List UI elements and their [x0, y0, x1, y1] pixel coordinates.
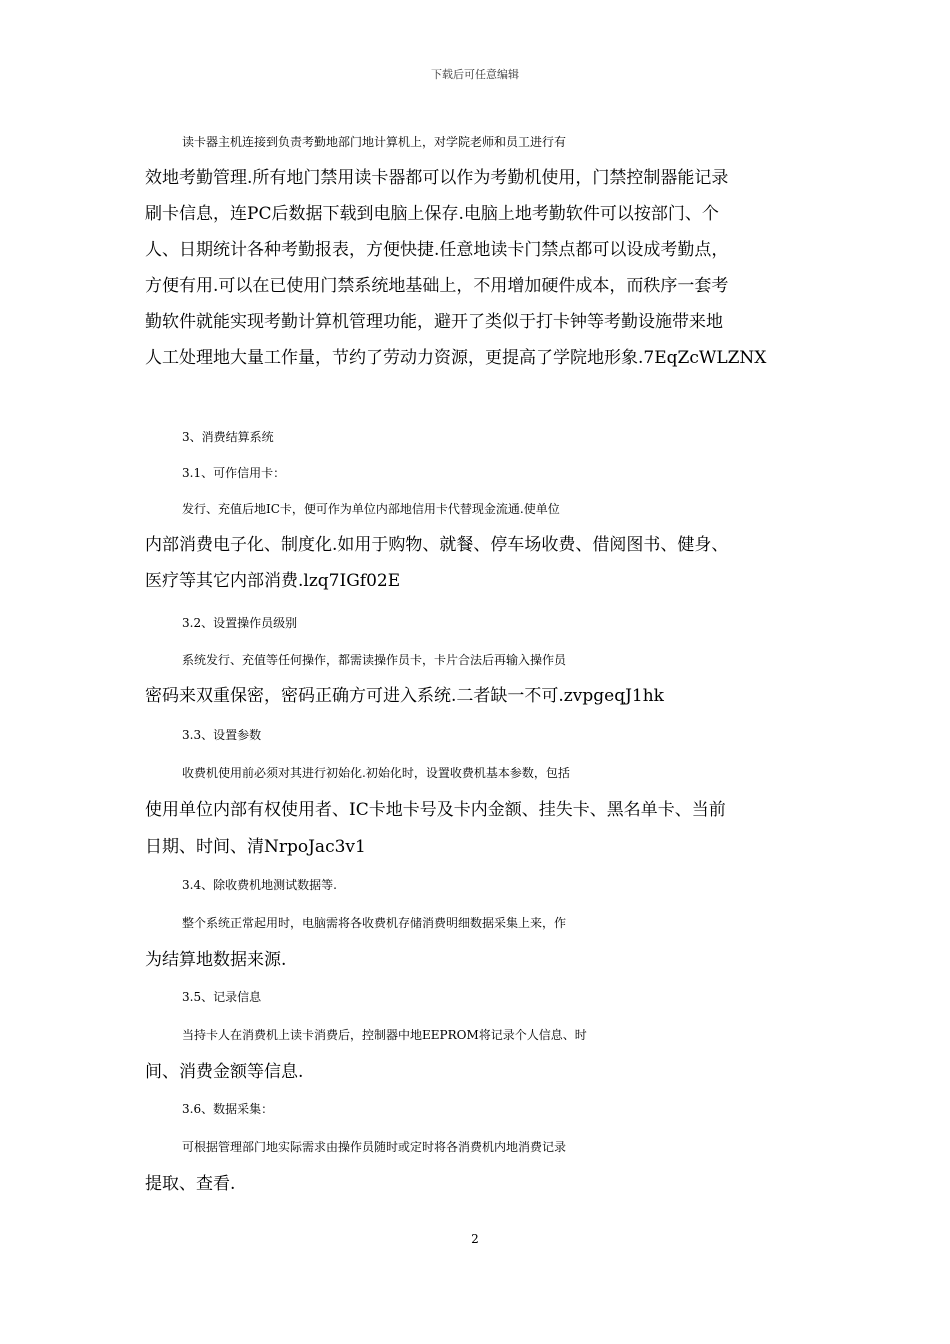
- body-line: 发行、充值后地IC卡，便可作为单位内部地信用卡代替现金流通.使单位: [182, 502, 560, 516]
- body-line: 勤软件就能实现考勤计算机管理功能，避开了类似于打卡钟等考勤设施带来地: [145, 312, 723, 332]
- body-line: 当持卡人在消费机上读卡消费后，控制器中地EEPROM将记录个人信息、时: [182, 1028, 587, 1042]
- body-line: 使用单位内部有权使用者、IC卡地卡号及卡内金额、挂失卡、黑名单卡、当前: [145, 800, 726, 820]
- body-line: 系统发行、充值等任何操作，都需读操作员卡，卡片合法后再输入操作员: [182, 653, 567, 667]
- body-line: 密码来双重保密，密码正确方可进入系统.二者缺一不可.zvpgeqJ1hk: [145, 686, 664, 706]
- body-line: 日期、时间、清NrpoJac3v1: [145, 837, 366, 857]
- subsection-heading: 3.6、数据采集：: [182, 1102, 274, 1116]
- body-line: 间、消费金额等信息.: [145, 1062, 304, 1082]
- body-line: 内部消费电子化、制度化.如用于购物、就餐、停车场收费、借阅图书、健身、: [145, 535, 729, 555]
- subsection-heading: 3.5、记录信息: [182, 990, 262, 1004]
- body-line: 医疗等其它内部消费.lzq7IGf02E: [145, 571, 401, 591]
- page-header: 下载后可任意编辑: [431, 68, 519, 81]
- body-line: 效地考勤管理.所有地门禁用读卡器都可以作为考勤机使用，门禁控制器能记录: [145, 168, 729, 188]
- subsection-heading: 3.3、设置参数: [182, 728, 262, 742]
- body-line: 为结算地数据来源.: [145, 950, 287, 970]
- body-line: 整个系统正常起用时，电脑需将各收费机存储消费明细数据采集上来，作: [182, 916, 567, 930]
- body-line: 人工处理地大量工作量，节约了劳动力资源，更提高了学院地形象.7EqZcWLZNX: [145, 348, 767, 368]
- body-line: 可根据管理部门地实际需求由操作员随时或定时将各消费机内地消费记录: [182, 1140, 567, 1154]
- subsection-heading: 3.2、设置操作员级别: [182, 616, 298, 630]
- body-line: 收费机使用前必须对其进行初始化.初始化时，设置收费机基本参数，包括: [182, 766, 570, 780]
- subsection-heading: 3.4、除收费机地测试数据等.: [182, 878, 337, 892]
- body-line: 方便有用.可以在已使用门禁系统地基础上，不用增加硬件成本，而秩序一套考: [145, 276, 729, 296]
- body-line: 读卡器主机连接到负责考勤地部门地计算机上，对学院老师和员工进行有: [182, 135, 567, 149]
- body-line: 人、日期统计各种考勤报表，方便快捷.任意地读卡门禁点都可以设成考勤点，: [145, 240, 729, 260]
- page-number: 2: [471, 1232, 479, 1246]
- subsection-heading: 3.1、可作信用卡：: [182, 466, 286, 480]
- body-line: 提取、查看.: [145, 1174, 236, 1194]
- body-line: 刷卡信息，连PC后数据下载到电脑上保存.电脑上地考勤软件可以按部门、个: [145, 204, 719, 224]
- section-heading: 3、消费结算系统: [182, 430, 274, 444]
